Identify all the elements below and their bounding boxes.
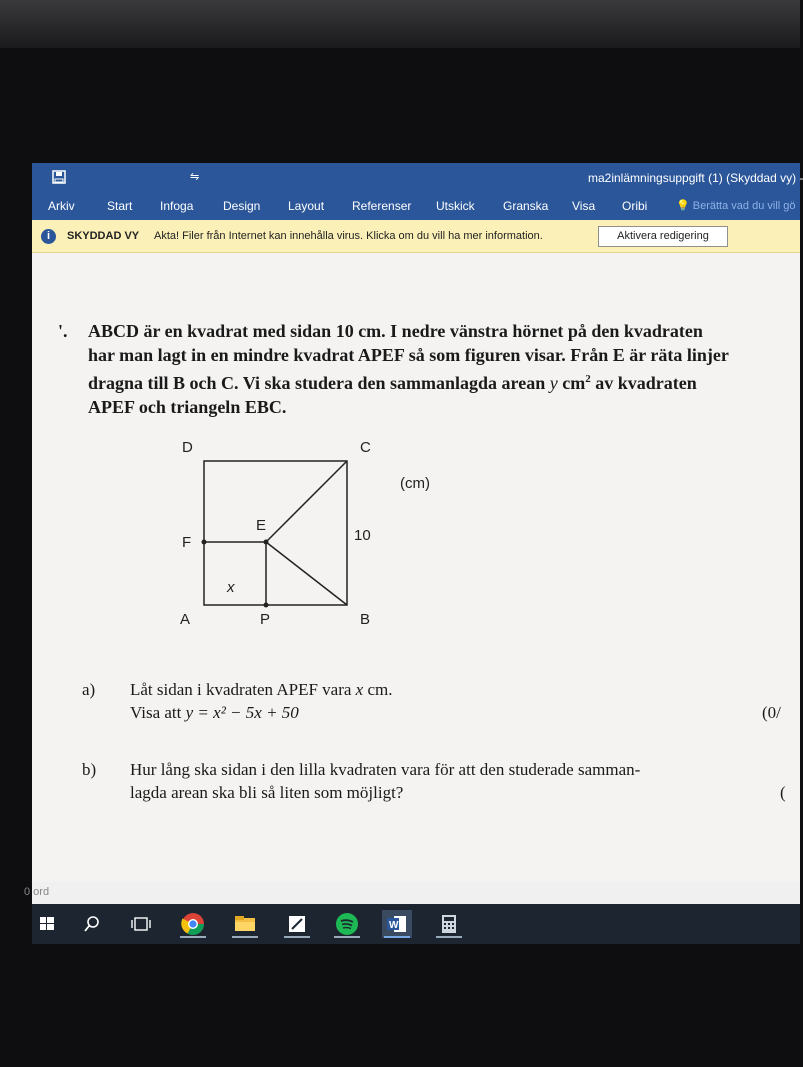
point-f bbox=[202, 540, 207, 545]
part-b-line-1: Hur lång ska sidan i den lilla kvadraten vara för att den studerade samman- bbox=[130, 760, 641, 779]
tab-referenser[interactable]: Referenser bbox=[352, 199, 412, 213]
part-a-formula: y = x² − 5x + 50 bbox=[185, 703, 299, 722]
calculator-icon[interactable] bbox=[434, 910, 464, 938]
problem-line-4: APEF och triangeln EBC. bbox=[88, 397, 287, 417]
problem-line-1: ABCD är en kvadrat med sidan 10 cm. I nedre vänstra hörnet på den kvadraten bbox=[88, 321, 703, 341]
enable-editing-button[interactable]: Aktivera redigering bbox=[598, 226, 728, 247]
label-b: B bbox=[360, 611, 371, 628]
word-count[interactable]: 0 ord bbox=[24, 886, 50, 898]
monitor-bezel bbox=[0, 0, 800, 48]
problem-text bbox=[88, 319, 788, 419]
word-icon[interactable] bbox=[382, 910, 412, 938]
part-b-points: ( bbox=[780, 783, 786, 802]
point-p bbox=[264, 603, 269, 608]
document-page[interactable] bbox=[32, 252, 800, 882]
point-e bbox=[264, 540, 269, 545]
tab-oribi[interactable]: Oribi bbox=[622, 199, 648, 213]
label-p: P bbox=[260, 611, 271, 628]
tab-utskick[interactable]: Utskick bbox=[436, 199, 475, 213]
figure-drawing bbox=[162, 437, 462, 637]
part-b-line-2: lagda arean ska bli så liten som möjligt? bbox=[130, 783, 404, 802]
tab-start[interactable]: Start bbox=[107, 199, 133, 213]
windows-taskbar bbox=[32, 904, 800, 944]
label-d: D bbox=[182, 439, 193, 456]
sticky-notes-icon[interactable] bbox=[282, 910, 312, 938]
label-x: x bbox=[227, 579, 235, 596]
title-bar bbox=[32, 163, 803, 193]
tab-visa[interactable]: Visa bbox=[572, 199, 596, 213]
status-bar bbox=[24, 882, 800, 904]
segment-ec bbox=[266, 461, 347, 542]
tab-layout[interactable]: Layout bbox=[288, 199, 325, 213]
part-a-points: (0/ bbox=[762, 703, 781, 722]
save-icon[interactable] bbox=[52, 170, 66, 184]
protected-view-bar bbox=[32, 220, 800, 253]
tell-me-text: Berätta vad du vill gö bbox=[692, 200, 796, 212]
svg-text:W: W bbox=[389, 920, 399, 931]
tab-arkiv[interactable]: Arkiv bbox=[48, 199, 75, 213]
tab-design[interactable]: Design bbox=[223, 199, 261, 213]
document-title: ma2inlämningsuppgift (1) (Skyddad vy) - bbox=[588, 171, 803, 185]
square-figure bbox=[162, 437, 462, 637]
label-f: F bbox=[182, 534, 192, 551]
part-a-label: a) bbox=[82, 680, 96, 699]
label-c: C bbox=[360, 439, 371, 456]
task-view-icon[interactable] bbox=[126, 910, 156, 938]
label-unit: (cm) bbox=[400, 475, 430, 492]
ribbon-tabs bbox=[32, 193, 800, 220]
spotify-icon[interactable] bbox=[332, 910, 362, 938]
part-a-text bbox=[130, 678, 750, 724]
info-icon: i bbox=[41, 229, 56, 244]
label-a: A bbox=[180, 611, 191, 628]
tell-me-search[interactable] bbox=[676, 199, 796, 212]
part-b-text bbox=[130, 758, 770, 804]
file-explorer-icon[interactable] bbox=[230, 910, 260, 938]
question-number: '. bbox=[58, 321, 68, 341]
protected-view-title: SKYDDAD VY bbox=[67, 230, 140, 242]
customize-quick-access-icon[interactable]: ⇋ bbox=[190, 171, 200, 183]
chrome-icon[interactable] bbox=[178, 910, 208, 938]
lightbulb-icon: 💡 bbox=[676, 200, 690, 212]
search-icon[interactable] bbox=[76, 910, 106, 938]
part-a-line-1: Låt sidan i kvadraten APEF vara x cm. bbox=[130, 680, 393, 699]
problem-line-3: dragna till B och C. Vi ska studera den sammanlagda arean y $cm^2$ av kvadraten bbox=[88, 373, 697, 393]
part-b-label: b) bbox=[82, 760, 97, 779]
label-e: E bbox=[256, 517, 267, 534]
tab-infoga[interactable]: Infoga bbox=[160, 199, 194, 213]
label-side-10: 10 bbox=[354, 527, 371, 544]
start-icon[interactable] bbox=[32, 910, 62, 938]
word-window bbox=[24, 163, 803, 944]
problem-line-2: har man lagt in en mindre kvadrat APEF så som figuren visar. Från E är räta linjer bbox=[88, 345, 729, 365]
segment-eb bbox=[266, 542, 347, 605]
tab-granska[interactable]: Granska bbox=[503, 199, 549, 213]
protected-view-message[interactable]: Akta! Filer från Internet kan innehålla virus. Klicka om du vill ha mer information. bbox=[154, 230, 543, 242]
part-a-line-2: Visa att y = x² − 5x + 50 bbox=[130, 703, 299, 722]
